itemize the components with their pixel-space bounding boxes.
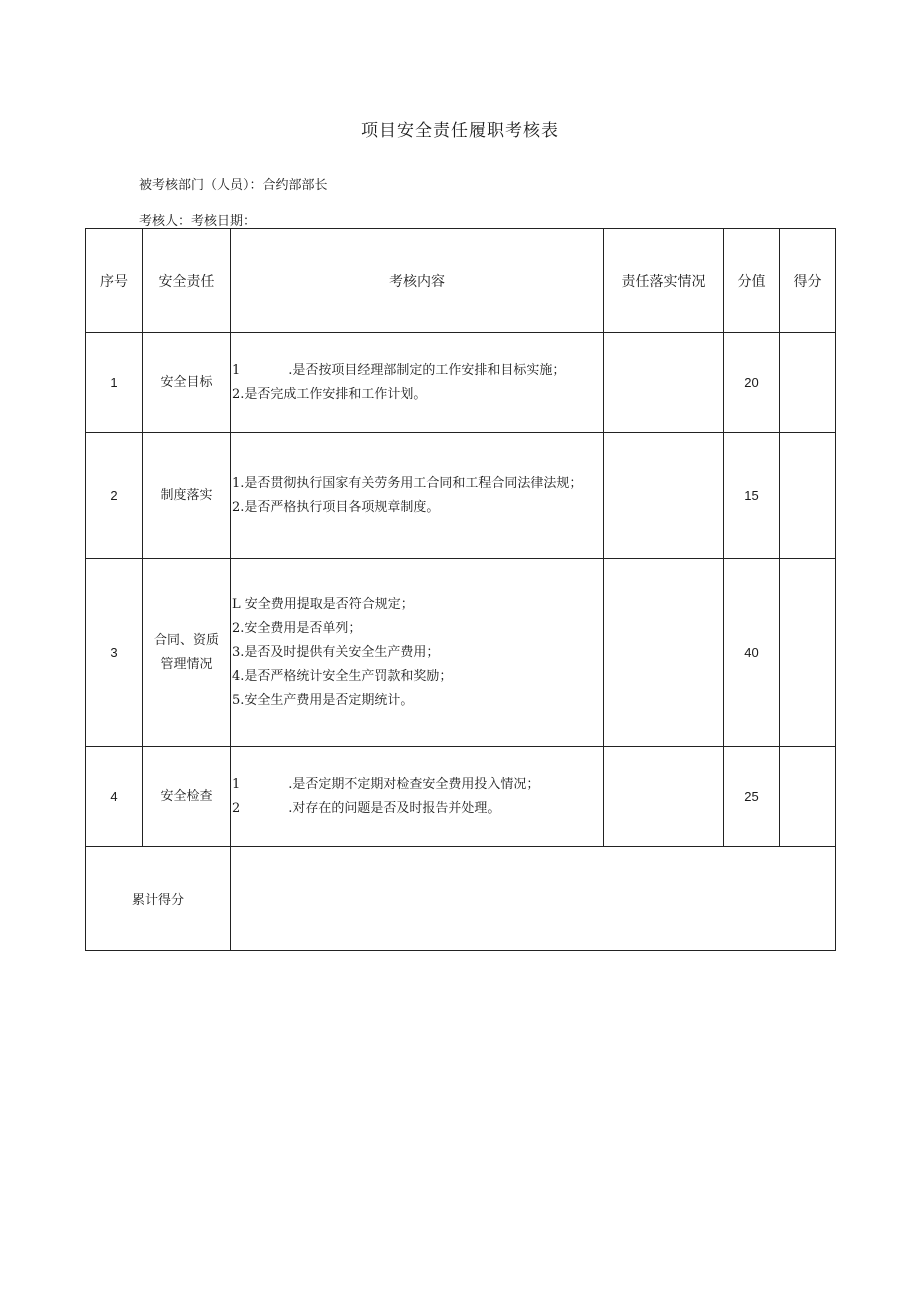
content-line: 5.安全生产费用是否定期统计。 bbox=[232, 692, 414, 708]
row-num: 4 bbox=[86, 747, 143, 847]
assessed-department: 被考核部门（人员）：合约部部长 bbox=[139, 178, 328, 193]
header-content: 考核内容 bbox=[231, 229, 604, 333]
row-implementation-cell[interactable] bbox=[604, 333, 724, 433]
header-score: 分值 bbox=[724, 229, 780, 333]
header-num: 序号 bbox=[86, 229, 143, 333]
row-responsibility: 安全检查 bbox=[143, 747, 231, 847]
content-line: 1 .是否按项目经理部制定的工作安排和目标实施； bbox=[232, 362, 566, 378]
assessment-table bbox=[85, 228, 836, 951]
assessor-and-date: 考核人：考核日期： bbox=[139, 214, 257, 229]
total-row bbox=[86, 847, 836, 951]
row-earned-cell[interactable] bbox=[780, 747, 836, 847]
row-earned-cell[interactable] bbox=[780, 559, 836, 747]
row-num: 3 bbox=[86, 559, 143, 747]
content-line: 2.是否完成工作安排和工作计划。 bbox=[232, 386, 427, 402]
content-line: 2 .对存在的问题是否及时报告并处理。 bbox=[232, 800, 501, 816]
row-content bbox=[231, 433, 604, 559]
content-line: 4.是否严格统计安全生产罚款和奖励； bbox=[232, 668, 453, 684]
row-num: 2 bbox=[86, 433, 143, 559]
row-responsibility: 合同、资质 管理情况 bbox=[143, 559, 231, 747]
row-earned-cell[interactable] bbox=[780, 433, 836, 559]
row-content bbox=[231, 559, 604, 747]
row-score: 20 bbox=[724, 333, 780, 433]
row-num: 1 bbox=[86, 333, 143, 433]
content-line: 2.是否严格执行项目各项规章制度。 bbox=[232, 499, 440, 515]
header-row bbox=[86, 229, 836, 333]
row-content bbox=[231, 747, 604, 847]
content-line: 2.安全费用是否单列； bbox=[232, 620, 362, 636]
content-line: 1.是否贯彻执行国家有关劳务用工合同和工程合同法律法规； bbox=[232, 475, 583, 491]
header-implementation: 责任落实情况 bbox=[604, 229, 724, 333]
table-row bbox=[86, 333, 836, 433]
content-line: 1 .是否定期不定期对检查安全费用投入情况； bbox=[232, 776, 540, 792]
content-line: 3.是否及时提供有关安全生产费用； bbox=[232, 644, 440, 660]
row-implementation-cell[interactable] bbox=[604, 747, 724, 847]
row-score: 15 bbox=[724, 433, 780, 559]
header-responsibility: 安全责任 bbox=[143, 229, 231, 333]
row-implementation-cell[interactable] bbox=[604, 559, 724, 747]
row-content bbox=[231, 333, 604, 433]
table-row bbox=[86, 433, 836, 559]
total-score-cell[interactable] bbox=[231, 847, 836, 951]
row-implementation-cell[interactable] bbox=[604, 433, 724, 559]
row-earned-cell[interactable] bbox=[780, 333, 836, 433]
row-score: 25 bbox=[724, 747, 780, 847]
total-label: 累计得分 bbox=[86, 847, 231, 951]
table-row bbox=[86, 559, 836, 747]
row-score: 40 bbox=[724, 559, 780, 747]
page-title: 项目安全责任履职考核表 bbox=[361, 121, 559, 141]
row-responsibility: 安全目标 bbox=[143, 333, 231, 433]
content-line: L 安全费用提取是否符合规定； bbox=[232, 596, 414, 612]
table-row bbox=[86, 747, 836, 847]
header-earned: 得分 bbox=[780, 229, 836, 333]
row-responsibility: 制度落实 bbox=[143, 433, 231, 559]
